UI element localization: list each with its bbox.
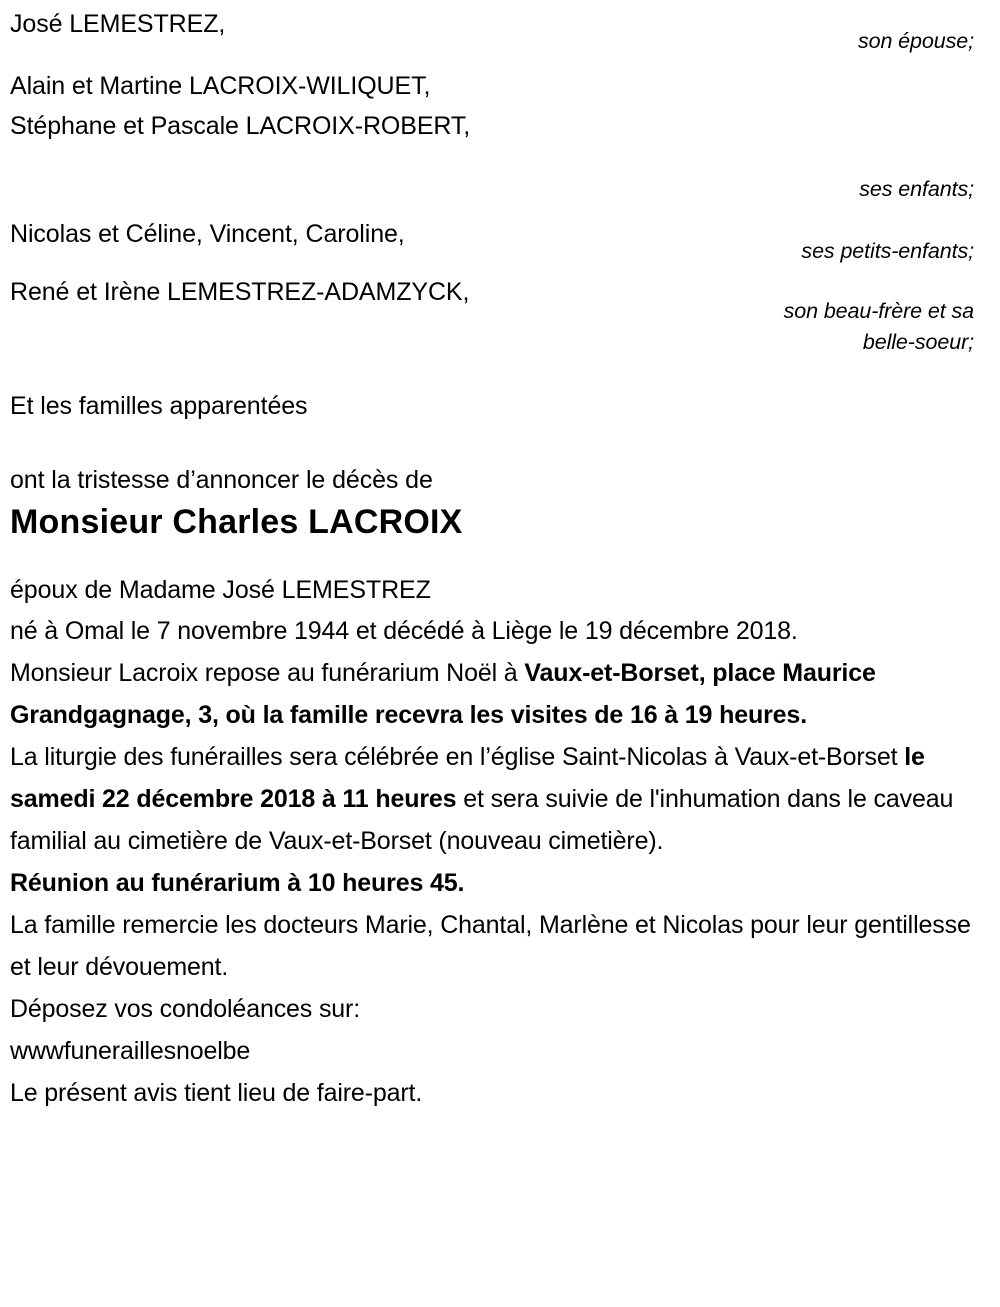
condolences-website[interactable]: wwwfuneraillesnoelbe <box>10 1037 251 1065</box>
meeting-line <box>10 862 986 904</box>
relative-names: Alain et Martine LACROIX-WILIQUET, Stéphane et Pascale LACROIX-ROBERT, <box>10 72 471 140</box>
birth-death-line: né à Omal le 7 novembre 1944 et décédé à Liège le 19 décembre 2018. <box>10 617 798 645</box>
repose-emphasis-text: Vaux-et-Borset, place Maurice Grandgagnage, 3, où la famille recevra les visites de 16 à 19 heures. <box>10 659 876 729</box>
liturgy-paragraph <box>10 736 986 862</box>
relative-role-label: ses petits-enfants; <box>801 239 974 263</box>
relative-row-grandchildren <box>10 214 986 272</box>
spouse-line: époux de Madame José LEMESTREZ <box>10 576 431 604</box>
liturgy-tail-text: et sera suivie de l'inhumation dans le caveau familial au cimetière de Vaux-et-Borset (nouveau cimetière). <box>10 785 954 855</box>
relative-names: René et Irène LEMESTREZ-ADAMZYCK, <box>10 278 470 306</box>
repose-lead-text: Monsieur Lacroix repose au funérarium Noël à <box>10 659 525 687</box>
repose-paragraph <box>10 652 986 736</box>
meeting-text: Réunion au funérarium à 10 heures 45. <box>10 869 465 897</box>
condolences-prompt: Déposez vos condoléances sur: <box>10 995 361 1023</box>
thanks-paragraph: La famille remercie les docteurs Marie, Chantal, Marlène et Nicolas pour leur gentillesse et leur dévouement. <box>10 911 971 981</box>
relative-names: José LEMESTREZ, <box>10 10 226 38</box>
related-families-line: Et les familles apparentées <box>10 392 308 420</box>
relative-row-brother-in-law <box>10 272 986 372</box>
relative-role-label: son beau-frère et sa belle-soeur; <box>783 299 974 354</box>
closing-line: Le présent avis tient lieu de faire-part. <box>10 1079 423 1107</box>
relatives-list <box>10 0 986 372</box>
relative-row-children <box>10 66 986 214</box>
relative-role-label: son épouse; <box>857 29 974 53</box>
liturgy-lead-text: La liturgie des funérailles sera célébrée en l’église Saint-Nicolas à Vaux-et-Borset <box>10 743 905 771</box>
relative-names: Nicolas et Céline, Vincent, Caroline, <box>10 220 405 248</box>
liturgy-emphasis-text: le samedi 22 décembre 2018 à 11 heures <box>10 743 925 813</box>
deceased-name: Monsieur Charles LACROIX <box>10 503 463 541</box>
relative-role-label: ses enfants; <box>859 177 974 201</box>
announcement-line: ont la tristesse d’annoncer le décès de <box>10 466 433 494</box>
relative-row-spouse <box>10 4 986 66</box>
